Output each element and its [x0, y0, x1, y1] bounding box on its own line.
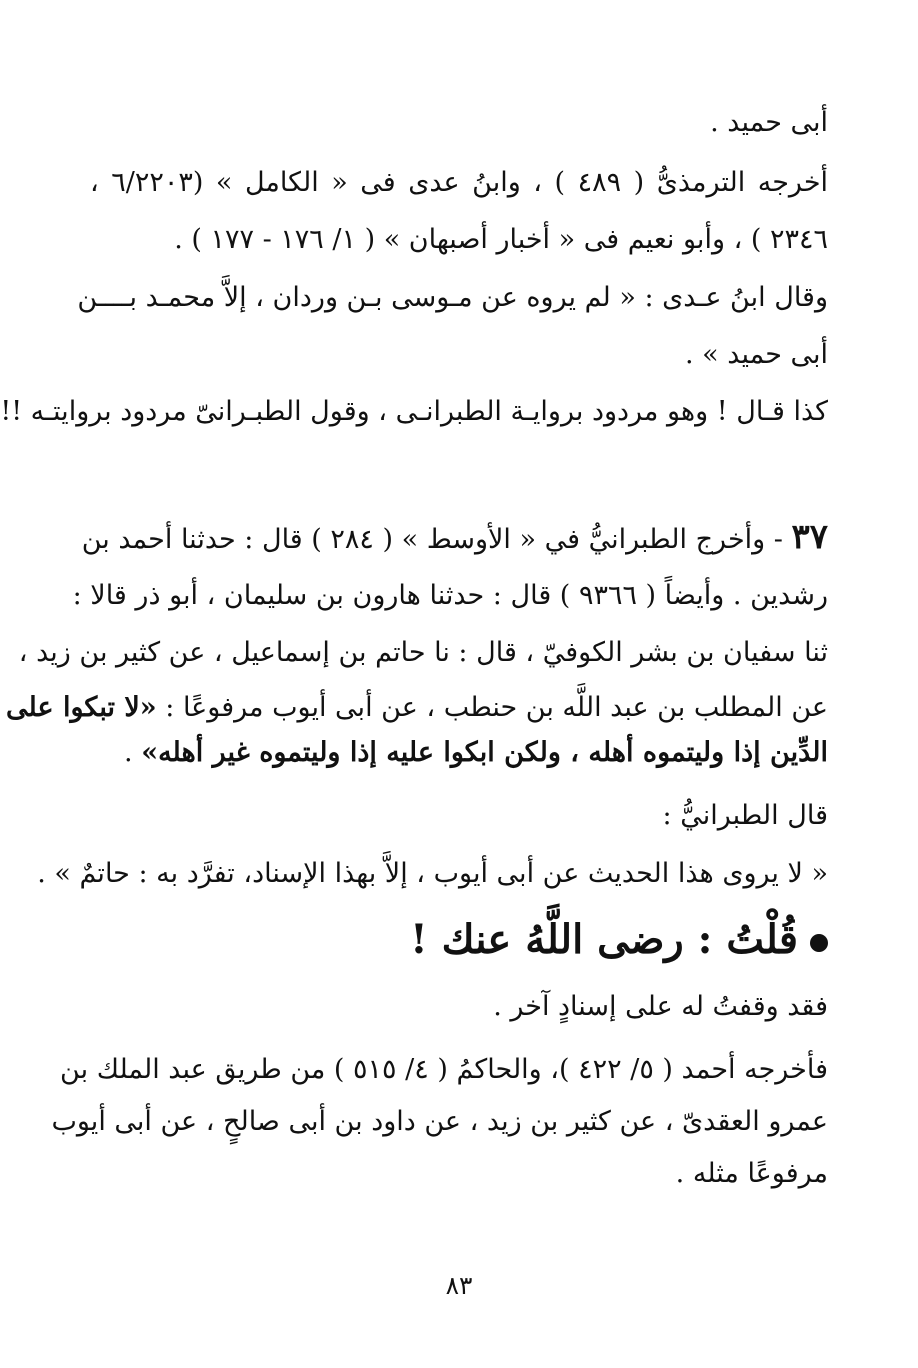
text-line-11 — [90, 728, 828, 778]
hadith-37-first-line — [81, 512, 828, 565]
text-line-1: أبى حميد . — [710, 107, 828, 138]
text-line-17: عمرو العقدىّ ، عن كثير بن زيد ، عن داود بن أبى صالحٍ ، عن أبى أيوب — [51, 1106, 828, 1137]
page-number: ٨٣ — [445, 1271, 473, 1300]
text-line-6: كذا قـال ! وهو مردود بروايـة الطبرانـى ، وقول الطبـرانىّ مردود بروايتـه !! — [0, 396, 828, 427]
bullet-icon — [810, 934, 828, 952]
hadith-number: ٣٧ — [791, 517, 828, 557]
text-line-10 — [6, 683, 828, 733]
text-line-8: رشدين . وأيضاً ( ٩٣٦٦ ) قال : حدثنا هارون بن سليمان ، أبو ذر قالا : — [72, 580, 828, 611]
matn-period: . — [124, 737, 142, 768]
heading-text: قُلْتُ : رضى اللَّهُ عنك ! — [410, 916, 798, 963]
text-line-4: وقال ابنُ عـدى : « لم يروه عن مـوسى بـن وردان ، إلاَّ محمـد بــــن — [77, 282, 828, 313]
text-line-18: مرفوعًا مثله . — [675, 1158, 828, 1189]
text-line-13: « لا يروى هذا الحديث عن أبى أيوب ، إلاَّ بهذا الإسناد، تفرَّد به : حاتمٌ » . — [37, 858, 828, 889]
isnad-text: عن المطلب بن عبد اللَّه بن حنطب ، عن أبى أيوب مرفوعًا : — [156, 692, 828, 723]
hadith-37-text: - وأخرج الطبرانيُّ في « الأوسط » ( ٢٨٤ ) قال : حدثنا أحمد بن — [81, 524, 792, 555]
section-heading — [90, 908, 828, 972]
text-line-2: أخرجه الترمذىُّ ( ٤٨٩ ) ، وابنُ عدى فى « الكامل » (٦/٢٢٠٣ ، — [90, 167, 829, 198]
text-line-15: فقد وقفتُ له على إسنادٍ آخر . — [493, 991, 828, 1022]
text-line-9: ثنا سفيان بن بشر الكوفيّ ، قال : نا حاتم بن إسماعيل ، عن كثير بن زيد ، — [18, 637, 828, 668]
text-line-3: ٢٣٤٦ ) ، وأبو نعيم فى « أخبار أصبهان » ( ١/ ١٧٦ - ١٧٧ ) . — [174, 224, 828, 255]
text-line-5: أبى حميد » . — [685, 339, 828, 370]
matn-end: الدِّين إذا وليتموه أهله ، ولكن ابكوا عليه إذا وليتموه غير أهله» — [141, 737, 828, 768]
text-line-12: قال الطبرانيُّ : — [662, 800, 828, 831]
text-line-16: فأخرجه أحمد ( ٥/ ٤٢٢ )، والحاكمُ ( ٤/ ٥١٥ ) من طريق عبد الملك بن — [60, 1054, 828, 1085]
matn-start: «لا تبكوا على — [6, 692, 157, 723]
